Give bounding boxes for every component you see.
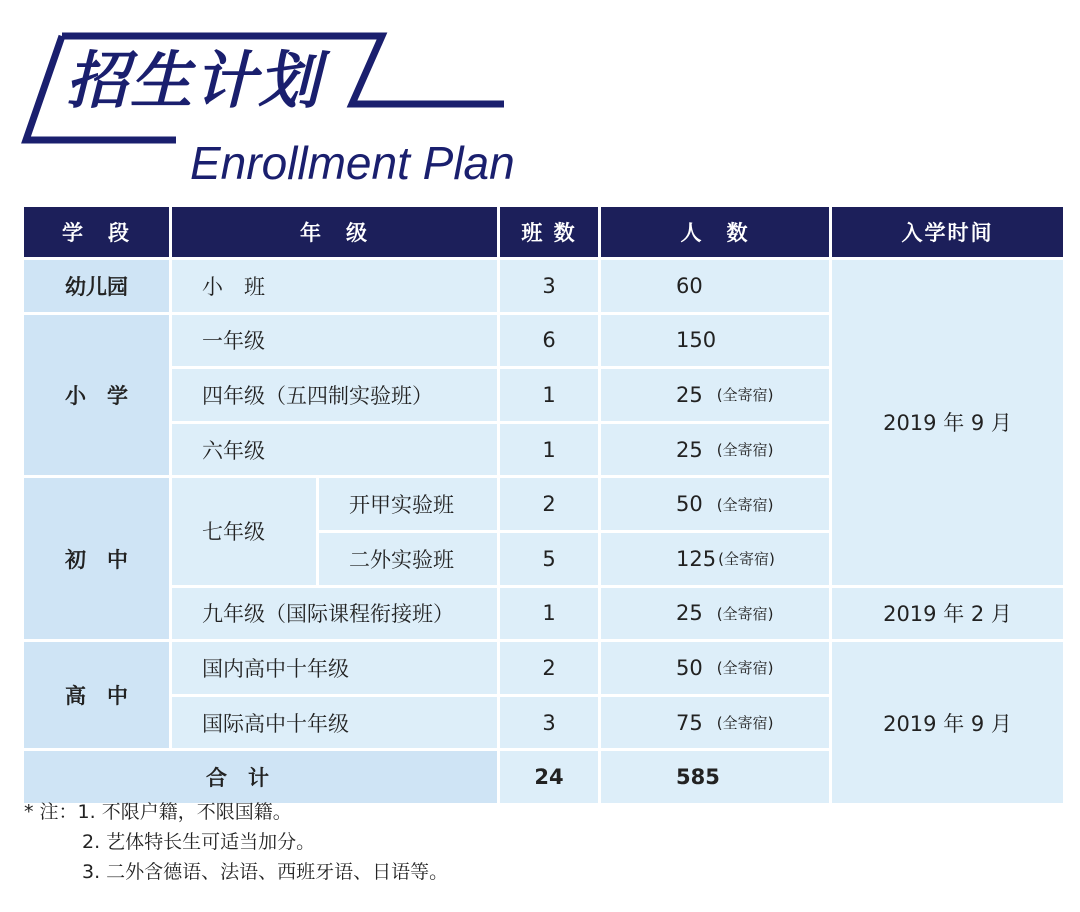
students-value: 25 [676, 437, 703, 462]
boarding-note: (全寄宿) [716, 659, 774, 678]
enrollment-table [24, 207, 1056, 791]
students-cell [601, 533, 829, 585]
boarding-note: (全寄宿) [716, 495, 774, 514]
footnotes [24, 797, 448, 887]
grade-cell: 国际高中十年级 [172, 697, 497, 749]
classes-cell: 2 [500, 642, 598, 694]
boarding-note: (全寄宿) [716, 386, 774, 405]
start-date-main: 2019 年 9 月 [832, 260, 1063, 585]
start-date-grade9: 2019 年 2 月 [832, 588, 1063, 640]
students-cell [601, 697, 829, 749]
students-cell [601, 642, 829, 694]
stage-junior: 初 中 [24, 478, 169, 639]
students-value: 50 [676, 492, 703, 517]
students-value: 75 [676, 710, 703, 735]
page-title: 招生计划 [66, 44, 323, 117]
note-item: 3. 二外含德语、法语、西班牙语、日语等。 [82, 861, 449, 883]
grade-cell: 四年级（五四制实验班） [172, 369, 497, 421]
students-cell [601, 478, 829, 530]
classes-cell: 3 [500, 697, 598, 749]
header-start: 入学时间 [832, 207, 1063, 257]
stage-primary: 小 学 [24, 315, 169, 476]
students-cell [601, 315, 829, 367]
grade-cell: 六年级 [172, 424, 497, 476]
note-item: 2. 艺体特长生可适当加分。 [82, 831, 316, 853]
classes-cell: 3 [500, 260, 598, 312]
total-label: 合 计 [24, 751, 497, 803]
classes-cell: 6 [500, 315, 598, 367]
total-classes: 24 [500, 751, 598, 803]
students-cell [601, 424, 829, 476]
classes-cell: 1 [500, 369, 598, 421]
stage-senior: 高 中 [24, 642, 169, 748]
classes-cell: 1 [500, 424, 598, 476]
header-stage: 学 段 [24, 207, 169, 257]
boarding-note: (全寄宿) [718, 550, 775, 569]
classes-cell: 1 [500, 588, 598, 640]
header-students: 人 数 [601, 207, 829, 257]
grade-cell: 国内高中十年级 [172, 642, 497, 694]
header-classes: 班 数 [500, 207, 598, 257]
students-value: 60 [676, 273, 703, 298]
students-value: 125 [676, 546, 717, 571]
classes-cell: 5 [500, 533, 598, 585]
students-value: 25 [676, 601, 703, 626]
boarding-note: (全寄宿) [716, 604, 774, 623]
subgrade-cell: 开甲实验班 [319, 478, 497, 530]
boarding-note: (全寄宿) [716, 714, 774, 733]
students-value: 150 [676, 328, 717, 353]
students-value: 25 [676, 382, 703, 407]
boarding-note: (全寄宿) [716, 441, 774, 460]
stage-kindergarten: 幼儿园 [24, 260, 169, 312]
students-cell [601, 588, 829, 640]
grade-cell: 九年级（国际课程衔接班） [172, 588, 497, 640]
header-grade: 年 级 [172, 207, 497, 257]
start-date-senior: 2019 年 9 月 [832, 642, 1063, 803]
total-students: 585 [601, 751, 829, 803]
students-cell [601, 369, 829, 421]
grade-cell: 七年级 [172, 478, 316, 584]
subgrade-cell: 二外实验班 [319, 533, 497, 585]
grade-cell: 一年级 [172, 315, 497, 367]
students-cell [601, 260, 829, 312]
students-value: 50 [676, 655, 703, 680]
page-subtitle: Enrollment Plan [190, 137, 515, 189]
classes-cell: 2 [500, 478, 598, 530]
note-item: * 注：1. 不限户籍，不限国籍。 [24, 801, 292, 823]
grade-cell: 小 班 [172, 260, 497, 312]
